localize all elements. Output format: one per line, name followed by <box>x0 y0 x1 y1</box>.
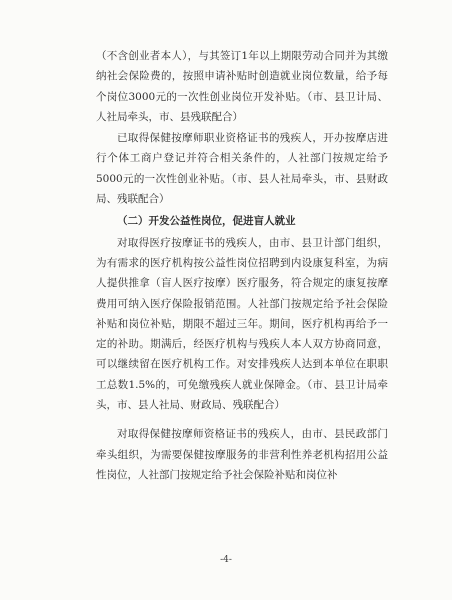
page-number: -4- <box>220 555 232 565</box>
paragraph-elderly-care-posts: 对取得保健按摩师资格证书的残疾人，由市、县民政部门牵头组织，为需要保健按摩服务的非营利性养老机构招用公益性岗位，人社部门按规定给予社会保险补贴和岗位补 <box>96 428 388 481</box>
paragraph-medical-massage-posts: 对取得医疗按摩证书的残疾人，由市、县卫计部门组织，为有需求的医疗机构按公益性岗位招聘到内设康复科室，为病人提供推拿（盲人医疗按摩）医疗服务，符合规定的康复按摩费用可纳入医疗保险报销范围。人社部门按规定给予社会保险补贴和岗位补贴，期限不超过三年。期间，医疗机构再给予一定的补助。期满后，经医疗机构与残疾人本人双方协商同意，可以继续留在医疗机构工作。对安排残疾人达到本单位在职职工总数1.5%的，可免缴残疾人就业保障金。（市、县卫计局牵头，市、县人社局、财政局、残联配合） <box>96 236 388 412</box>
document-body <box>96 46 388 485</box>
paragraph-continued-subsidy: （不含创业者本人），与其签订1年以上期限劳动合同并为其缴纳社会保险费的，按照申请补贴时创造就业岗位数量，给予每个岗位3000元的一次性创业岗位开发补贴。（市、县卫计局、人社局牵头，市、县残联配合） <box>96 50 388 123</box>
section-heading-public-welfare-posts: （二）开发公益性岗位，促进盲人就业 <box>117 215 296 228</box>
paragraph-massage-shop-subsidy: 已取得保健按摩师职业资格证书的残疾人，开办按摩店进行个体工商户登记并符合相关条件的，人社部门按规定给予5000元的一次性创业补贴。（市、县人社局牵头，市、县财政局、残联配合） <box>96 132 388 206</box>
